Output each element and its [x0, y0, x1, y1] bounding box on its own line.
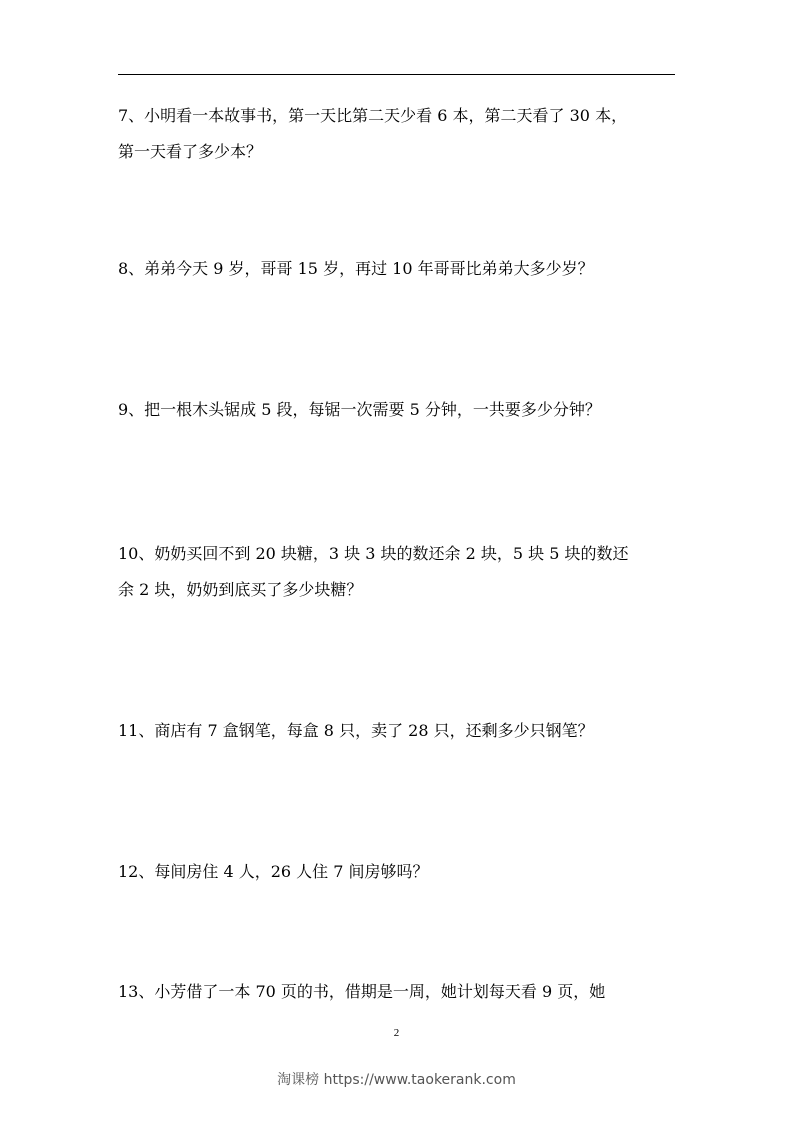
- question-12: [118, 854, 678, 890]
- question-11: [118, 713, 678, 749]
- question-line: 8、弟弟今天 9 岁，哥哥 15 岁，再过 10 年哥哥比弟弟大多少岁？: [118, 259, 594, 278]
- question-line: 第一天看了多少本？: [118, 142, 263, 161]
- question-line: 余 2 块，奶奶到底买了多少块糖？: [118, 580, 363, 599]
- page-number: 2: [393, 1027, 400, 1039]
- question-line: 11、商店有 7 盒钢笔，每盒 8 只，卖了 28 只，还剩多少只钢笔？: [118, 721, 594, 740]
- question-line: 12、每间房住 4 人，26 人住 7 间房够吗？: [118, 862, 429, 881]
- question-line: 10、奶奶买回不到 20 块糖，3 块 3 块的数还余 2 块，5 块 5 块的数还: [118, 544, 629, 563]
- footer-watermark: 淘课榜 https://www.taokerank.com: [277, 1072, 516, 1088]
- question-13: [118, 974, 678, 1010]
- question-7: [118, 98, 678, 170]
- question-8: [118, 251, 678, 287]
- question-line: 7、小明看一本故事书，第一天比第二天少看 6 本，第二天看了 30 本，: [118, 106, 628, 125]
- question-10: [118, 536, 678, 608]
- question-line: 13、小芳借了一本 70 页的书，借期是一周，她计划每天看 9 页，她: [118, 982, 606, 1001]
- header-rule: [118, 74, 675, 75]
- question-9: [118, 392, 678, 428]
- question-line: 9、把一根木头锯成 5 段，每锯一次需要 5 分钟，一共要多少分钟？: [118, 400, 601, 419]
